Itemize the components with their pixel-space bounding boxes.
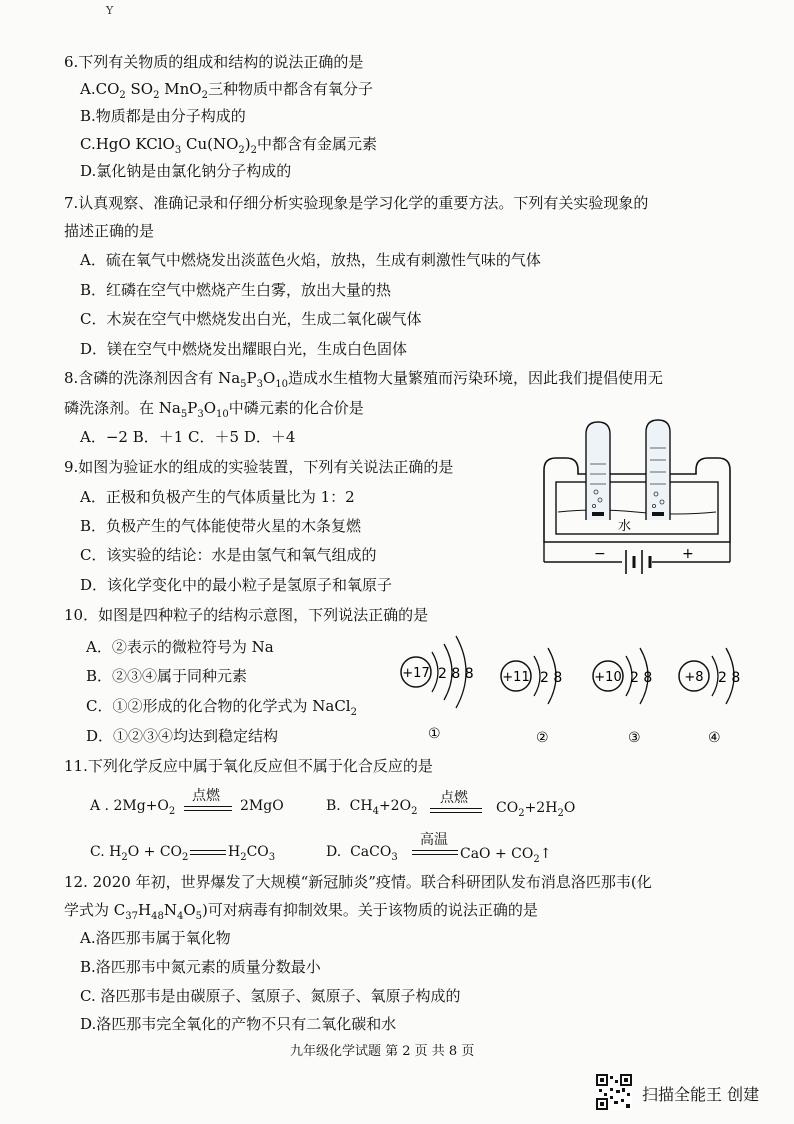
qr-code-icon [596, 1074, 632, 1110]
svg-text:2 8: 2 8 [540, 670, 563, 686]
q8-stem-line1: 8.含磷的洗涤剂因含有 $Na_5P_3O_{10}$造成水生植物大量繁殖而污染环境，因此我们提倡使用无 [64, 369, 664, 390]
page-footer: 九年级化学试题 第 2 页 共 8 页 [290, 1044, 475, 1059]
q11-stem: 11.下列化学反应中属于氧化反应但不属于化合反应的是 [64, 757, 433, 775]
q9-option-d: D．该化学变化中的最小粒子是氢原子和氧原子 [80, 576, 393, 594]
q6-option-c: C.HgO KClO$_3$ $Cu(NO_2)_2$中都含有金属元素 [80, 135, 378, 156]
electrolysis-diagram [536, 412, 736, 584]
negative-terminal: − [594, 546, 606, 562]
q6-stem: 6.下列有关物质的组成和结构的说法正确的是 [64, 53, 364, 71]
svg-text:+17: +17 [402, 666, 430, 681]
q8-options: A．−2 B．＋1 C．＋5 D．＋4 [80, 428, 296, 446]
q10-option-c: C．①②形成的化合物的化学式为 NaCl$_2$ [86, 697, 357, 718]
particle-structure-diagrams [390, 630, 790, 750]
q7-stem-line1: 7.认真观察、准确记录和仔细分析实验现象是学习化学的重要方法。下列有关实验现象的 [64, 194, 649, 212]
water-label: 水 [618, 519, 632, 534]
q7-option-b: B．红磷在空气中燃烧产生白雾，放出大量的热 [80, 281, 392, 299]
page-mark: Y [106, 4, 114, 17]
positive-terminal: + [682, 546, 694, 562]
q12-option-c: C. 洛匹那韦是由碳原子、氢原子、氮原子、氧原子构成的 [80, 987, 461, 1005]
q6-option-d: D.氯化钠是由氯化钠分子构成的 [80, 162, 292, 180]
q6-option-a: $A.CO_2$ $SO_2$ MnO$_2$三种物质中都含有氧分子 [80, 80, 373, 101]
q8-stem-line2: 磷洗涤剂。在 $Na_5P_3O_{10}$中磷元素的化合价是 [64, 399, 364, 420]
svg-text:①: ① [428, 726, 441, 742]
svg-text:④: ④ [708, 730, 721, 746]
q9-stem: 9.如图为验证水的组成的实验装置，下列有关说法正确的是 [64, 458, 454, 476]
q9-option-c: C．该实验的结论：水是由氢气和氧气组成的 [80, 546, 377, 564]
svg-text:+8: +8 [684, 670, 704, 685]
particle-3 [593, 648, 652, 746]
svg-text:2 8 8: 2 8 8 [438, 666, 474, 682]
svg-text:③: ③ [628, 730, 641, 746]
q7-option-c: C．木炭在空气中燃烧发出白光，生成二氧化碳气体 [80, 310, 422, 328]
q10-option-d: D．①②③④均达到稳定结构 [86, 727, 279, 745]
svg-text:②: ② [536, 730, 549, 746]
q12-option-a: A.洛匹那韦属于氧化物 [80, 929, 231, 947]
q9-option-b: B．负极产生的气体能使带火星的木条复燃 [80, 517, 362, 535]
q12-stem-line2: 学式为 $C_{37}H_{48}N_4O_5$)可对病毒有抑制效果。关于该物质的说法正确的是 [64, 901, 538, 922]
particle-4 [679, 648, 740, 746]
q10-option-b: B．②③④属于同种元素 [86, 667, 248, 685]
svg-text:2 8: 2 8 [630, 670, 653, 686]
q7-option-d: D．镁在空气中燃烧发出耀眼白光，生成白色固体 [80, 340, 408, 358]
particle-2 [501, 648, 562, 746]
svg-text:+10: +10 [594, 670, 622, 685]
q10-stem: 10．如图是四种粒子的结构示意图，下列说法正确的是 [64, 606, 429, 624]
q12-option-d: D.洛匹那韦完全氧化的产物不只有二氧化碳和水 [80, 1015, 397, 1033]
q7-stem-line2: 描述正确的是 [64, 222, 155, 240]
exam-page: Y 6.下列有关物质的组成和结构的说法正确的是 $A.CO_2$ $SO_2$ MnO$_2$三种物质中都含有氧分子 B.物质都是由分子构成的 C.HgO KClO$_3$ $Cu(NO_2)_2$中都含有金属元素 D.氯化钠是由氯化钠分子构成的 7.认真观察、准确记录和仔细分析实验现象是学习化学的重要方法。下列有关实验现象的 描述正确的是 A．硫在氧气中燃烧发出淡蓝色火焰，放热，生成有刺激性气味的气体 B．红磷在空气中燃烧产生白雾，放出大量的热 C．木炭在空气中燃烧发出白光，生成二氧化碳气体 D．镁在空气中燃烧发出耀眼白光，生成白色固体 8.含磷的洗涤剂因含有 $Na_5P_3O_{10}$造成水生植物大量繁殖而污染环境，因此我们提倡使用无 磷洗涤剂。在 $Na_5P_3O_{10}$中磷元素的化合价是 A．−2 B．＋1 C．＋5 D．＋4 9.如图为验证水的组成的实验装置，下列有关说法正确的是 A．正极和负极产生的气体质量比为 1：2 B．负极产生的气体能使带火星的木条复燃 C．该实验的结论：水是由氢气和氧气组成的 D．该化学变化中的最小粒子是氢原子和氧原子 水 − + 10．如图是四种粒子的结构示意图，下列说法正确的是 A．②表示的微粒符号为 Na B．②③④属于同种元素 C．①②形成的化合物的化学式为 NaCl$_2$ D．①②③④均达到稳定结构 +17 2 8 8 ① +11 2 8 ② +10 2 8 ③ +8 2 8 ④ 11.下列化学反应中属于氧化反应但不属于化合反应的是 A . $2Mg+O_2$ 点燃 2MgO B. $CH_4+2O_2$ 点燃 $CO_2+2H_2O$ C. $H_2O + CO_2$ $H_2CO_3$ D. CaCO$_3$ 高温 CaO + $CO_2↑$ 12. 2020 年初，世界爆发了大规模“新冠肺炎”疫情。联合科研团队发布消息洛匹那韦(化 学式为 $C_{37}H_{48}N_4O_5$)可对病毒有抑制效果。关于该物质的说法正确的是 A.洛匹那韦属于氧化物 B.洛匹那韦中氮元素的质量分数最小 C. 洛匹那韦是由碳原子、氢原子、氮原子、氧原子构成的 D.洛匹那韦完全氧化的产物不只有二氧化碳和水 九年级化学试题 第 2 页 共 8 页 扫描全能王 创建 [0, 0, 794, 1124]
particle-1 [401, 636, 474, 742]
svg-text:2 8: 2 8 [718, 670, 741, 686]
scanner-watermark: 扫描全能王 创建 [642, 1085, 760, 1104]
svg-text:+11: +11 [502, 670, 530, 685]
q6-option-b: B.物质都是由分子构成的 [80, 107, 246, 125]
q7-option-a: A．硫在氧气中燃烧发出淡蓝色火焰，放热，生成有刺激性气味的气体 [80, 251, 541, 269]
q12-option-b: B.洛匹那韦中氮元素的质量分数最小 [80, 958, 321, 976]
q10-option-a: A．②表示的微粒符号为 Na [86, 638, 274, 656]
q9-option-a: A．正极和负极产生的气体质量比为 1：2 [80, 488, 355, 506]
q12-stem-line1: 12. 2020 年初，世界爆发了大规模“新冠肺炎”疫情。联合科研团队发布消息洛匹那韦(化 [64, 873, 652, 891]
